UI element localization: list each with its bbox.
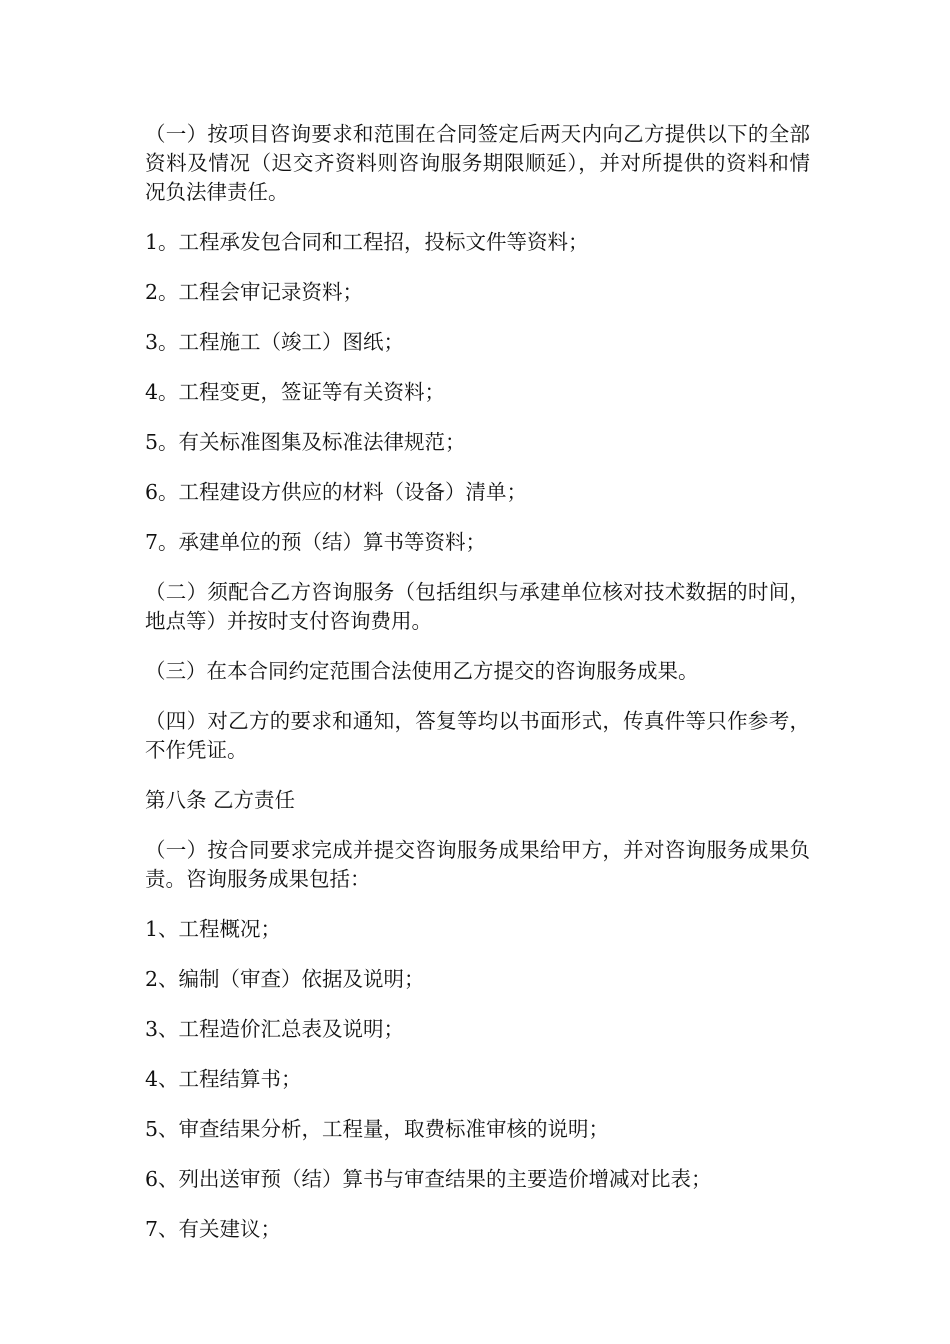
list-item: 3。工程施工（竣工）图纸； bbox=[145, 330, 405, 354]
list-item: 2。工程会审记录资料； bbox=[145, 280, 364, 304]
paragraph-party-a-duty-4: （四）对乙方的要求和通知，答复等均以书面形式，传真件等只作参考，不作凭证。 bbox=[145, 709, 810, 762]
paragraph-party-a-duty-1: （一）按项目咨询要求和范围在合同签定后两天内向乙方提供以下的全部资料及情况（迟交齐资料则咨询服务期限顺延），并对所提供的资料和情况负法律责任。 bbox=[145, 122, 810, 204]
list-item: 6。工程建设方供应的材料（设备）清单； bbox=[145, 480, 528, 504]
document-page bbox=[145, 120, 810, 1265]
list-item: 2、编制（审查）依据及说明； bbox=[145, 967, 425, 991]
list-item: 1。工程承发包合同和工程招，投标文件等资料； bbox=[145, 230, 589, 254]
paragraph-party-a-duty-3: （三）在本合同约定范围合法使用乙方提交的咨询服务成果。 bbox=[145, 659, 699, 683]
list-item: 7。承建单位的预（结）算书等资料； bbox=[145, 530, 487, 554]
list-item: 3、工程造价汇总表及说明； bbox=[145, 1017, 405, 1041]
list-item: 4、工程结算书； bbox=[145, 1067, 302, 1091]
list-item: 1、工程概况； bbox=[145, 917, 282, 941]
list-item: 5、审查结果分析，工程量，取费标准审核的说明； bbox=[145, 1117, 610, 1141]
list-item: 6、列出送审预（结）算书与审查结果的主要造价增减对比表； bbox=[145, 1167, 712, 1191]
list-item: 4。工程变更，签证等有关资料； bbox=[145, 380, 446, 404]
section-heading-article-8: 第八条 乙方责任 bbox=[145, 788, 296, 812]
paragraph-party-b-duty-1: （一）按合同要求完成并提交咨询服务成果给甲方，并对咨询服务成果负责。咨询服务成果包括： bbox=[145, 838, 810, 891]
list-item: 7、有关建议； bbox=[145, 1217, 282, 1241]
paragraph-party-a-duty-2: （二）须配合乙方咨询服务（包括组织与承建单位核对技术数据的时间，地点等）并按时支付咨询费用。 bbox=[145, 580, 810, 633]
list-item: 5。有关标准图集及标准法律规范； bbox=[145, 430, 466, 454]
